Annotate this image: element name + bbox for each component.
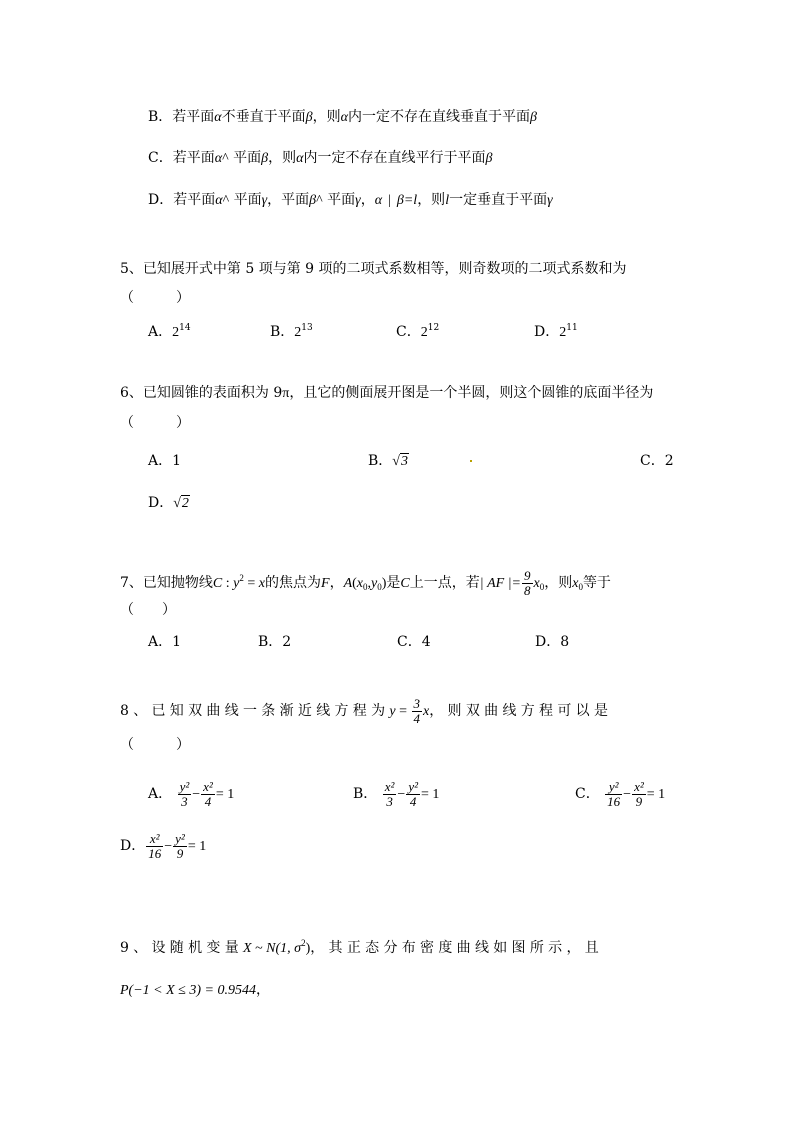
equals-one: = 1 xyxy=(646,787,666,802)
math: C xyxy=(212,576,223,591)
math: α xyxy=(214,110,222,125)
subscript: 0 xyxy=(377,582,382,592)
denominator: 16 xyxy=(607,793,621,809)
q8-paren: （ ） xyxy=(120,737,190,753)
label: A． xyxy=(148,324,173,340)
radicand: 2 xyxy=(181,496,189,511)
denominator: 9 xyxy=(635,793,643,809)
math: | AF |= xyxy=(479,576,521,591)
math: x xyxy=(356,576,364,591)
q7-option-c: C．4 xyxy=(397,634,431,650)
math: y xyxy=(371,576,378,591)
numerator: x² xyxy=(384,778,395,794)
math: β xyxy=(309,193,317,208)
exponent: 13 xyxy=(301,323,313,333)
q9-stem xyxy=(120,938,603,959)
sqrt-expression: √2 xyxy=(173,496,189,511)
fraction xyxy=(522,569,533,598)
q6-stem xyxy=(120,383,653,404)
numerator: y² xyxy=(179,778,190,794)
text: ，则 xyxy=(268,150,297,166)
text: 一定垂直于平面 xyxy=(449,192,548,208)
q5-paren: （ ） xyxy=(120,290,190,306)
exponent: 2 xyxy=(301,938,306,948)
math: y xyxy=(233,576,240,591)
q5-option-b xyxy=(270,322,313,343)
label: D． xyxy=(148,495,174,511)
math: γ xyxy=(261,193,268,208)
q7-stem xyxy=(120,565,611,602)
math: ( xyxy=(352,576,357,591)
text: 不垂直于平面 xyxy=(221,109,306,125)
exponent: 12 xyxy=(427,323,440,333)
label: C． xyxy=(575,786,600,802)
equals-one: = 1 xyxy=(421,787,440,802)
q8-option-b xyxy=(353,776,439,813)
label: B． xyxy=(353,786,378,802)
text: 等于 xyxy=(582,575,611,591)
numerator: 9 xyxy=(524,567,531,583)
fraction xyxy=(146,832,163,861)
intersect-symbol: | xyxy=(388,193,391,208)
minus: − xyxy=(164,839,173,854)
numerator: y² xyxy=(175,830,185,846)
text: ，则双曲线方程可以是 xyxy=(429,703,613,719)
q8-option-a xyxy=(148,776,234,813)
math: α xyxy=(374,193,383,208)
text: 的焦点为 xyxy=(265,575,321,591)
text: ，平面 xyxy=(267,192,310,208)
text: ， xyxy=(329,575,344,591)
equals-one: = 1 xyxy=(187,839,207,854)
text: ，则 xyxy=(417,192,446,208)
text: ，则 xyxy=(544,575,573,591)
numerator: x² xyxy=(203,778,213,794)
text: 内一定不存在直线平行于平面 xyxy=(303,150,486,166)
q6-option-a: A．1 xyxy=(148,453,182,469)
denominator: 16 xyxy=(148,845,162,861)
math: A xyxy=(343,576,353,591)
math: P(−1 < X ≤ 3) = 0.9544 xyxy=(120,983,256,998)
math: β=l xyxy=(396,193,418,208)
numerator: y² xyxy=(408,778,418,794)
denominator: 4 xyxy=(413,710,421,726)
math: (1, σ xyxy=(275,941,302,956)
text: ， xyxy=(255,982,270,998)
label: C． xyxy=(396,324,421,340)
text: 是 xyxy=(386,575,401,591)
math: X xyxy=(243,941,252,956)
text: 平面 xyxy=(229,192,262,208)
math: : xyxy=(222,576,234,591)
math: l xyxy=(445,193,450,208)
q5-option-d xyxy=(534,322,578,343)
text: 8、已知双曲线一条渐近线方程为 xyxy=(120,703,390,719)
minus: − xyxy=(192,787,201,802)
math: = xyxy=(243,576,259,591)
denominator: 3 xyxy=(386,793,393,809)
math: β xyxy=(485,151,493,166)
fraction xyxy=(173,832,187,861)
label: B． xyxy=(368,453,393,469)
math: x xyxy=(423,704,430,719)
q4-option-d xyxy=(148,190,553,211)
exponent: 2 xyxy=(239,573,244,583)
denominator: 3 xyxy=(181,793,188,809)
q5-option-a xyxy=(148,322,191,343)
base: 2 xyxy=(420,325,428,340)
label: D． xyxy=(120,838,146,854)
q7-paren: （ ） xyxy=(120,602,176,618)
fraction xyxy=(178,780,192,809)
q4-option-c xyxy=(148,148,492,169)
text: 内一定不存在直线垂直于平面 xyxy=(348,109,530,125)
exponent: 11 xyxy=(566,323,578,333)
subscript: 0 xyxy=(363,582,368,592)
text: C．若平面 xyxy=(148,150,215,166)
fraction xyxy=(412,697,423,726)
text: ，且它的侧面展开图是一个半圆，则这个圆锥的底面半径为 xyxy=(289,385,654,401)
q6-paren: （ ） xyxy=(120,415,190,431)
math: F xyxy=(321,576,330,591)
math: α xyxy=(340,110,348,125)
q6-option-b xyxy=(368,451,409,472)
perp-symbol: ^ xyxy=(316,193,323,208)
text: ， xyxy=(360,192,375,208)
q7-option-b: B．2 xyxy=(258,634,292,650)
math: x xyxy=(572,576,579,591)
label: D． xyxy=(534,324,560,340)
label: B． xyxy=(270,324,295,340)
perp-symbol: ^ xyxy=(222,151,229,166)
numerator: y² xyxy=(605,780,622,795)
numerator: x² xyxy=(146,832,163,847)
denominator: 4 xyxy=(204,793,212,809)
math: β xyxy=(305,110,313,125)
minus: − xyxy=(397,787,406,802)
numerator: x² xyxy=(634,778,644,794)
q6-option-c: C．2 xyxy=(640,453,674,469)
text: 平面 xyxy=(228,150,262,166)
q8-option-d xyxy=(120,828,206,865)
base: 2 xyxy=(559,325,567,340)
q8-option-c xyxy=(575,776,665,813)
text: 6、已知圆锥的表面积为 9 xyxy=(120,385,283,401)
q9-condition xyxy=(120,980,270,1001)
numerator: 3 xyxy=(413,695,421,711)
minus: − xyxy=(623,787,632,802)
math: x xyxy=(258,576,265,591)
denominator: 9 xyxy=(176,845,184,861)
text: B．若平面 xyxy=(148,109,215,125)
math: β xyxy=(530,110,537,125)
q6-option-d xyxy=(148,493,190,514)
q8-stem xyxy=(120,693,612,730)
math: β xyxy=(261,151,269,166)
base: 2 xyxy=(294,325,302,340)
q5-stem: 5、已知展开式中第 5 项与第 9 项的二项式系数相等，则奇数项的二项式系数和为 xyxy=(120,261,627,277)
radicand: 3 xyxy=(400,454,408,469)
fraction xyxy=(201,780,215,809)
text: 上一点，若 xyxy=(409,575,480,591)
math: x xyxy=(533,576,540,591)
text: 9、设随机变量 xyxy=(120,940,244,956)
math: ) xyxy=(381,576,387,591)
exponent: 14 xyxy=(179,323,191,333)
math: , xyxy=(367,576,372,591)
math: ~ xyxy=(251,941,267,956)
fraction xyxy=(406,780,420,809)
q4-option-b xyxy=(148,107,537,128)
text: ，其正态分布密度曲线如图所示，且 xyxy=(310,940,604,956)
equals-one: = 1 xyxy=(215,787,235,802)
stray-dot xyxy=(470,460,472,462)
perp-symbol: ^ xyxy=(222,193,230,208)
math: = xyxy=(395,704,411,719)
text: 平面 xyxy=(322,192,356,208)
fraction xyxy=(605,780,622,809)
q5-option-c xyxy=(396,322,439,343)
subscript: 0 xyxy=(578,582,583,592)
math: y xyxy=(389,704,396,719)
q7-option-a: A．1 xyxy=(148,634,182,650)
pi-symbol: π xyxy=(282,386,290,401)
denominator: 4 xyxy=(409,793,417,809)
math: α xyxy=(215,193,223,208)
sqrt-expression: √3 xyxy=(392,454,408,469)
base: 2 xyxy=(172,325,180,340)
label: A． xyxy=(148,786,173,802)
math: α xyxy=(296,151,304,166)
fraction xyxy=(632,780,646,809)
q7-option-d: D．8 xyxy=(535,634,570,650)
denominator: 8 xyxy=(524,582,531,598)
math: ) xyxy=(305,941,311,956)
math: γ xyxy=(355,193,361,208)
fraction xyxy=(383,780,397,809)
math: γ xyxy=(547,193,553,208)
subscript: 0 xyxy=(539,582,545,592)
math: C xyxy=(400,576,410,591)
math: N xyxy=(266,941,276,956)
text: D．若平面 xyxy=(148,192,216,208)
math: α xyxy=(214,151,223,166)
text: 7、已知抛物线 xyxy=(120,575,213,591)
text: ，则 xyxy=(312,109,341,125)
